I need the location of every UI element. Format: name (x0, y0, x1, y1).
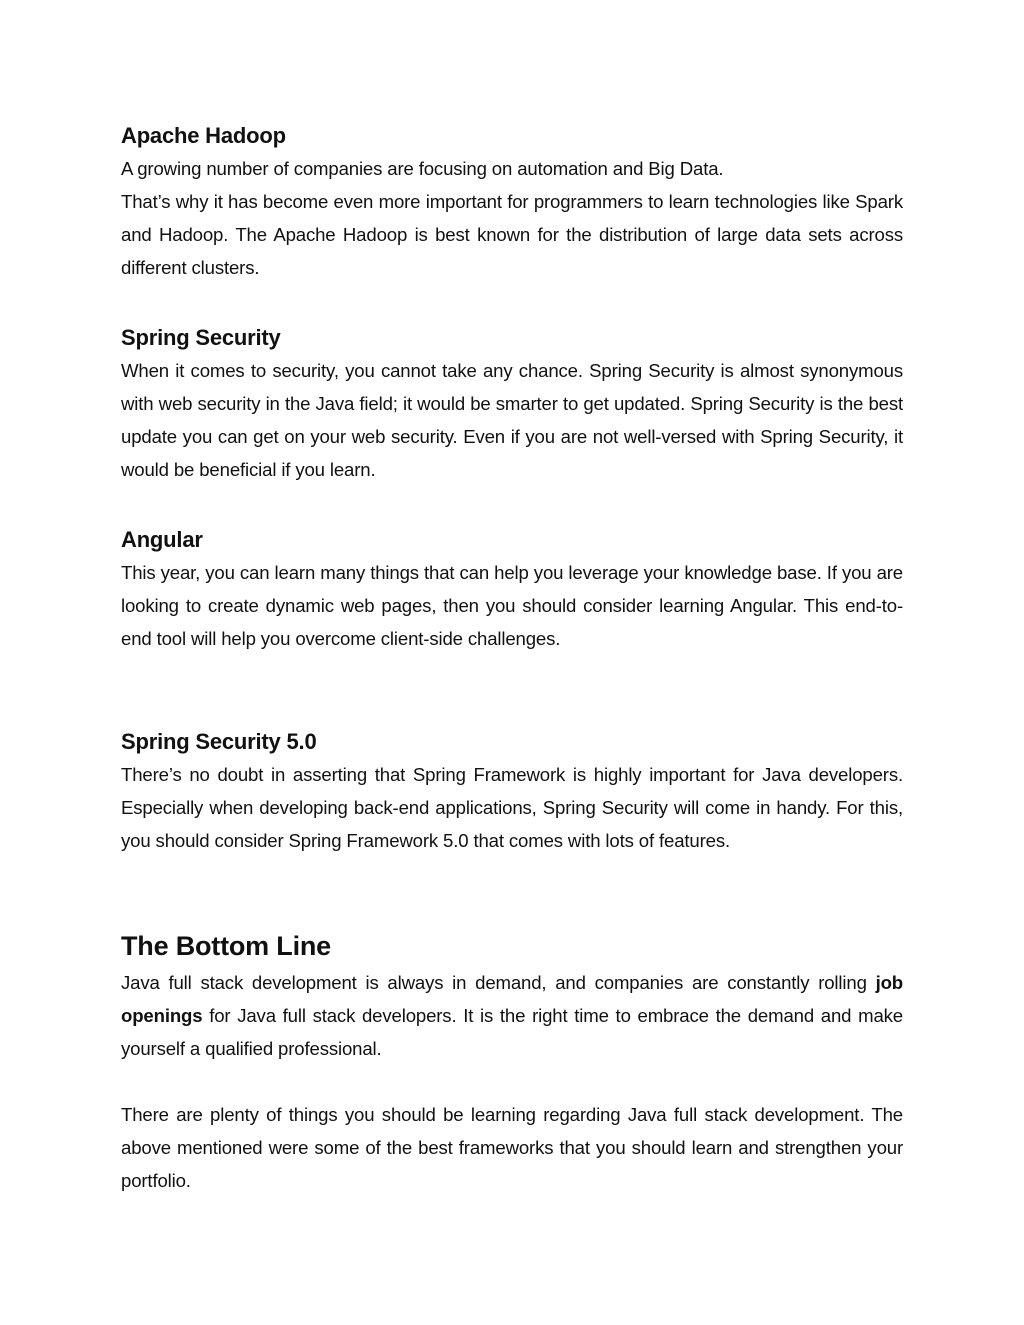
section-heading: Angular (121, 527, 203, 552)
section-bottom-line (121, 928, 903, 1197)
bottom-line-paragraph-1 (121, 966, 903, 1065)
section-heading: Spring Security (121, 325, 281, 350)
section-body: That’s why it has become even more important for programmers to learn technologies like Spark and Hadoop. The Apache Hadoop is best known for the distribution of large data sets across different clusters. (121, 191, 903, 278)
section-body: There’s no doubt in asserting that Spring Framework is highly important for Java developers. Especially when developing back-end applications, Spring Security will come in handy. For this, you should consider Spring Framework 5.0 that comes with lots of features. (121, 764, 903, 851)
section-heading: Spring Security 5.0 (121, 729, 317, 754)
section-spring-security (121, 323, 903, 486)
paragraph-text: Java full stack development is always in demand, and companies are constantly rolling (121, 972, 876, 993)
paragraph-text: for Java full stack developers. It is the right time to embrace the demand and make yourself a qualified professional. (121, 1005, 903, 1059)
section-intro-line: A growing number of companies are focusing on automation and Big Data. (121, 158, 724, 179)
bottom-line-paragraph-2: There are plenty of things you should be learning regarding Java full stack development. The above mentioned were some of the best frameworks that you should learn and strengthen your portfolio. (121, 1104, 903, 1191)
job-openings-link[interactable]: job openings (121, 972, 903, 1026)
section-body: This year, you can learn many things that can help you leverage your knowledge base. If you are looking to create dynamic web pages, then you should consider learning Angular. This end-to-end tool will help you overcome client-side challenges. (121, 562, 903, 649)
section-heading: Apache Hadoop (121, 123, 286, 148)
section-angular (121, 525, 903, 655)
section-apache-hadoop (121, 121, 903, 284)
section-body: When it comes to security, you cannot take any chance. Spring Security is almost synonymous with web security in the Java field; it would be smarter to get updated. Spring Security is the best update you can get on your web security. Even if you are not well-versed with Spring Security, it would be beneficial if you learn. (121, 360, 903, 480)
section-spring-security-5 (121, 727, 903, 857)
bottom-line-heading: The Bottom Line (121, 931, 331, 961)
